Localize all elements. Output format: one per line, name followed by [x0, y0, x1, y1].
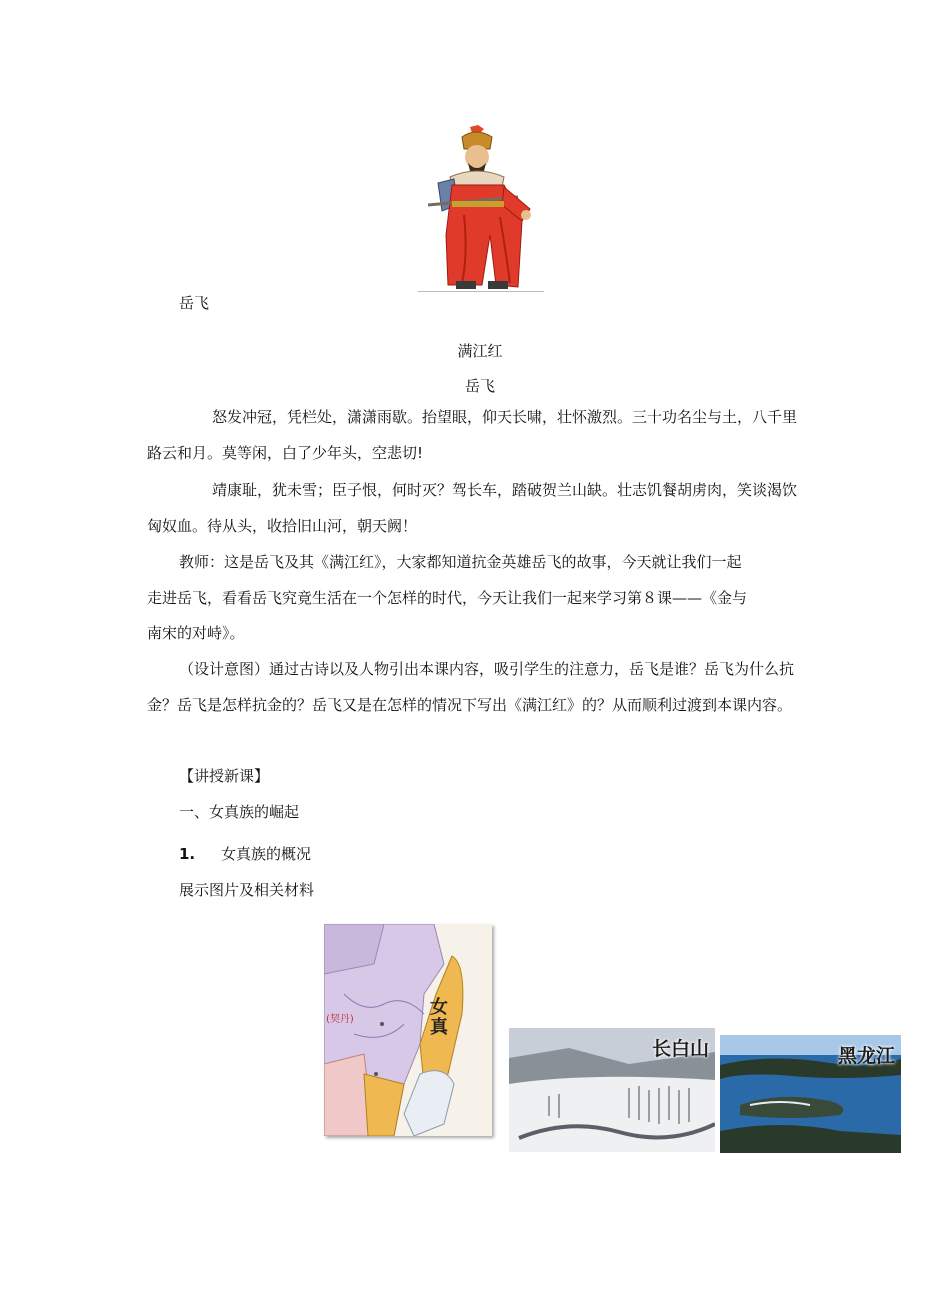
poem-author: 岳飞	[464, 377, 495, 395]
section-header: 【讲授新课】	[179, 767, 270, 785]
changbai-mountain-photo	[509, 1028, 715, 1152]
poem-stanza1-line1: 怒发冲冠，凭栏处，潇潇雨歇。抬望眼，仰天长啸，壮怀激烈。三十功名尘与土，八千里	[212, 408, 798, 426]
figure-caption: 岳飞	[179, 294, 210, 312]
show-materials-text: 展示图片及相关材料	[179, 881, 315, 899]
teacher-line2: 走进岳飞，看看岳飞究竟生活在一个怎样的时代，今天让我们一起来学习第８课——《金与	[147, 589, 748, 607]
item-title: 女真族的概况	[221, 845, 312, 863]
teacher-line3: 南宋的对峙》。	[147, 624, 245, 642]
map-label-line2: 真	[430, 1017, 448, 1038]
design-line1: （设计意图）通过古诗以及人物引出本课内容，吸引学生的注意力，岳飞是谁？岳飞为什么抗	[179, 660, 795, 678]
map-liao-label: (契丹)	[326, 1014, 354, 1025]
photo1-label: 长白山	[651, 1038, 709, 1060]
teacher-line1: 教师：这是岳飞及其《满江红》，大家都知道抗金英雄岳飞的故事，今天就让我们一起	[179, 553, 742, 571]
poem-stanza2-line2: 匈奴血。待从头，收拾旧山河，朝天阙！	[147, 517, 418, 535]
subsection-title: 一、女真族的崛起	[179, 803, 300, 821]
poem-stanza1-line2: 路云和月。莫等闲，白了少年头，空悲切!	[147, 444, 424, 462]
heilongjiang-photo	[720, 1035, 901, 1153]
photo2-label: 黑龙江	[837, 1045, 895, 1067]
map-label-line1: 女	[430, 997, 448, 1018]
yue-fei-portrait	[418, 125, 544, 293]
item-number: 1.	[179, 845, 196, 863]
portrait-underline	[418, 291, 544, 292]
poem-stanza2-line1: 靖康耻，犹未雪；臣子恨，何时灭？驾长车，踏破贺兰山缺。壮志饥餐胡虏肉，笑谈渴饮	[212, 481, 798, 499]
poem-title: 满江红	[457, 342, 503, 360]
jurchen-map	[324, 924, 492, 1136]
design-line2: 金？岳飞是怎样抗金的？岳飞又是在怎样的情况下写出《满江红》的？从而顺利过渡到本课内容。	[147, 696, 793, 714]
